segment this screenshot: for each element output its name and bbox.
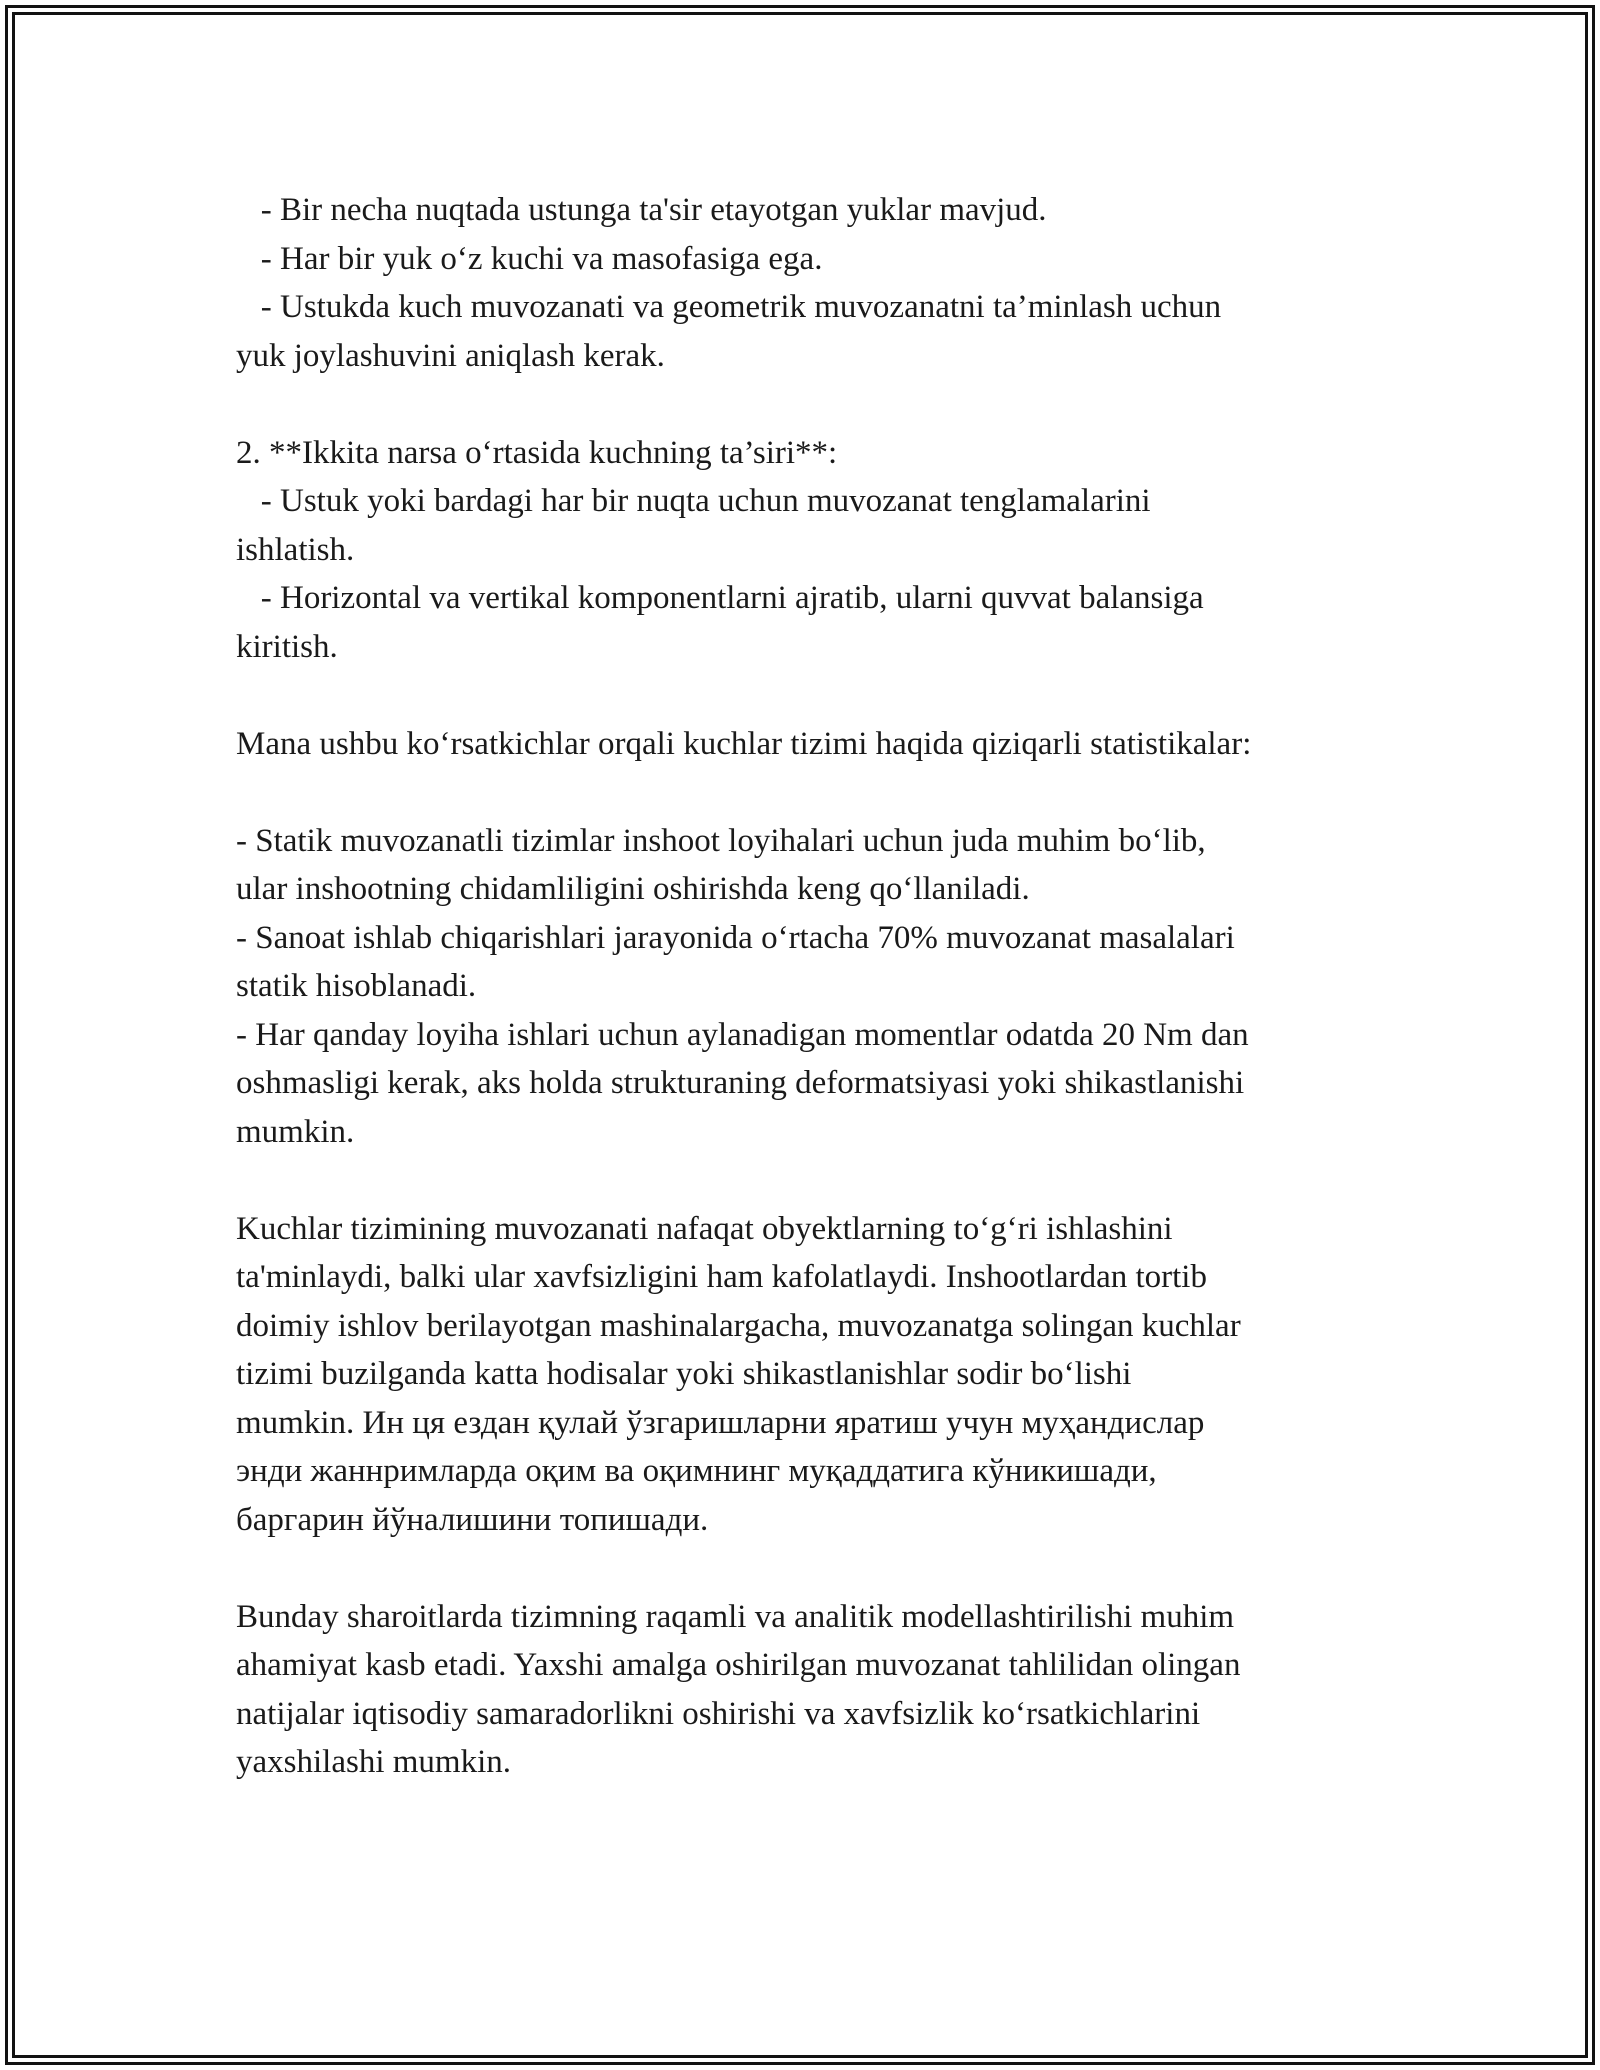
stat-item: - Har qanday loyiha ishlari uchun aylanadigan momentlar odatda 20 Nm dan [236,1016,1249,1053]
list-item: - Ustukda kuch muvozanati va geometrik muvozanatni ta’minlash uchun [236,289,1222,325]
stat-item-continuation: oshmasligi kerak, aks holda strukturaning deformatsiyasi yoki shikastlanishi [236,1065,1245,1101]
paragraph-line: баргарин йўналишини топишади. [236,1501,709,1538]
paragraph-line: natijalar iqtisodiy samaradorlikni oshirishi va xavfsizlik ko‘rsatkichlarini [236,1695,1201,1732]
list-item: - Horizontal va vertikal komponentlarni ajratib, ularni quvvat balansiga [236,580,1204,616]
paragraph-line: yaxshilashi mumkin. [236,1744,511,1780]
paragraph-line: doimiy ishlov berilayotgan mashinalargacha, muvozanatga solingan kuchlar [236,1307,1241,1344]
document-body [236,186,1386,1787]
intro-text: Mana ushbu ko‘rsatkichlar orqali kuchlar tizimi haqida qiziqarli statistikalar: [236,725,1252,762]
list-item-continuation: yuk joylashuvini aniqlash kerak. [236,337,665,374]
paragraph-gap [236,1156,1386,1205]
paragraph-gap [236,671,1386,720]
stat-item-continuation: ular inshootning chidamliligini oshirishda keng qo‘llaniladi. [236,871,1030,907]
list-item-continuation: ishlatish. [236,531,355,568]
paragraph-line: энди жаннримларда оқим ва оқимнинг муқаддатига кўникишади, [236,1453,1157,1489]
section-heading: 2. **Ikkita narsa o‘rtasida kuchning ta’siri**: [236,434,838,471]
paragraph-line: Bunday sharoitlarda tizimning raqamli va analitik modellashtirilishi muhim [236,1598,1235,1635]
list-item: - Ustuk yoki bardagi har bir nuqta uchun muvozanat tenglamalarini [236,483,1151,519]
stat-item: - Sanoat ishlab chiqarishlari jarayonida o‘rtacha 70% muvozanat masalalari [236,919,1235,956]
paragraph-line: tizimi buzilganda katta hodisalar yoki shikastlanishlar sodir bo‘lishi [236,1356,1132,1392]
paragraph-gap [236,1544,1386,1593]
list-item: - Har bir yuk o‘z kuchi va masofasiga ega. [236,240,823,277]
paragraph-line: ta'minlaydi, balki ular xavfsizligini ham kafolatlaydi. Inshootlardan tortib [236,1259,1207,1295]
stat-item-continuation: statik hisoblanadi. [236,968,477,1004]
paragraph-gap [236,768,1386,817]
paragraph-line: mumkin. Ин ця ездан қулай ўзгаришларни яратиш учун муҳандислар [236,1404,1205,1441]
list-item: - Bir necha nuqtada ustunga ta'sir etayotgan yuklar mavjud. [236,192,1047,228]
stat-item: - Statik muvozanatli tizimlar inshoot loyihalari uchun juda muhim bo‘lib, [236,822,1206,859]
paragraph-gap [236,380,1386,429]
paragraph-line: Kuchlar tizimining muvozanati nafaqat obyektlarning to‘g‘ri ishlashini [236,1210,1173,1247]
list-item-continuation: kiritish. [236,628,338,665]
stat-item-continuation: mumkin. [236,1113,355,1150]
paragraph-line: ahamiyat kasb etadi. Yaxshi amalga oshirilgan muvozanat tahlilidan olingan [236,1647,1241,1683]
